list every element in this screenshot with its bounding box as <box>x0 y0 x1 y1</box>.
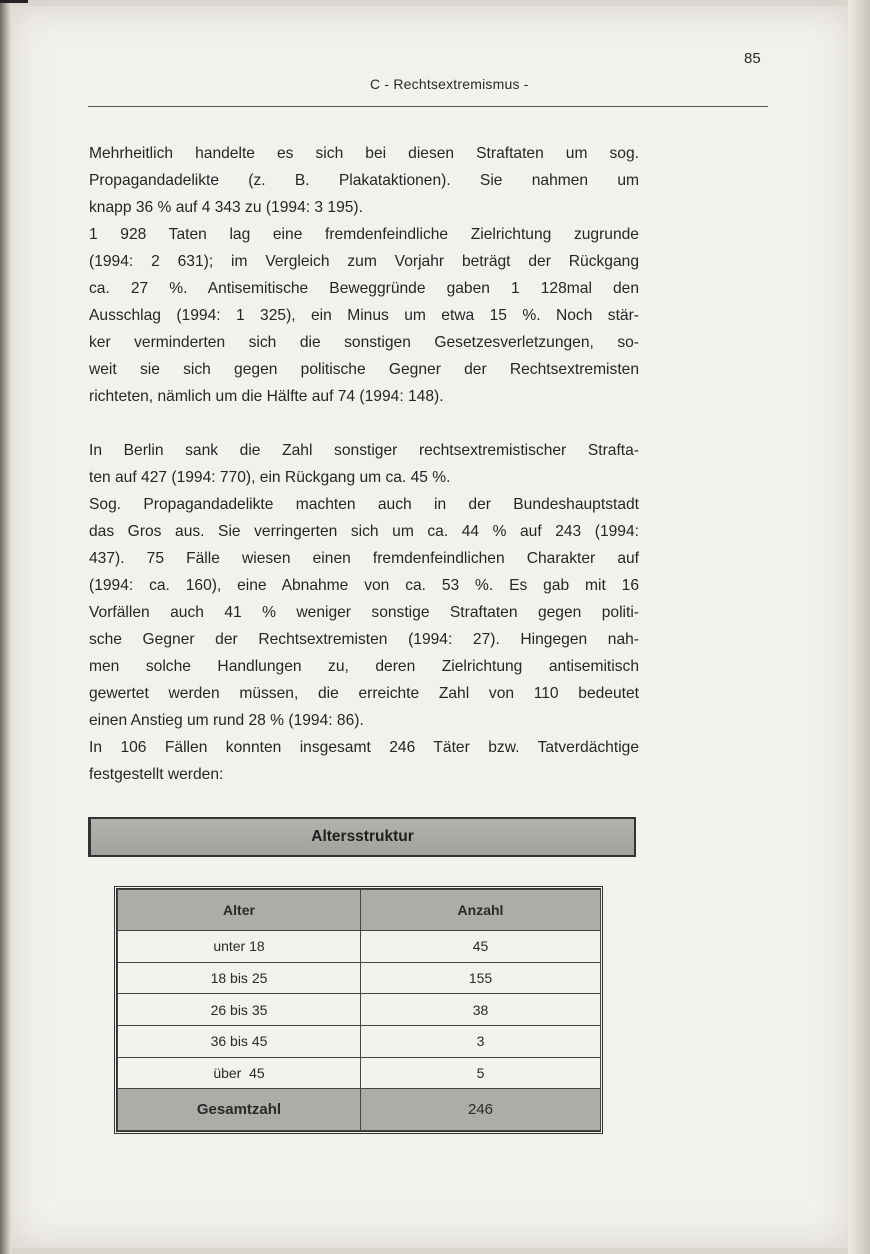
total-label: Gesamtzahl <box>118 1089 361 1131</box>
section-title: Altersstruktur <box>311 828 414 845</box>
text-line: festgestellt werden: <box>89 766 224 783</box>
table-row <box>118 962 601 994</box>
text-line: Sog. Propagandadelikte machten auch in der Bundeshauptstadt <box>89 496 639 513</box>
table-row <box>118 931 601 963</box>
column-header-count: Anzahl <box>361 890 601 931</box>
table-total-row <box>118 1089 601 1131</box>
text-line: Propagandadelikte (z. B. Plakataktionen). Sie nahmen um <box>89 172 639 189</box>
text-line: Mehrheitlich handelte es sich bei diesen Straftaten um sog. <box>89 145 639 162</box>
text-line: (1994: 2 631); im Vergleich zum Vorjahr beträgt der Rückgang <box>89 253 639 270</box>
text-line: weit sie sich gegen politische Gegner der Rechtsextremisten <box>89 361 639 378</box>
text-line: 437). 75 Fälle wiesen einen fremdenfeindlichen Charakter auf <box>89 550 639 567</box>
text-line: das Gros aus. Sie verringerten sich um ca. 44 % auf 243 (1994: <box>89 523 639 540</box>
text-line: In Berlin sank die Zahl sonstiger rechtsextremistischer Strafta- <box>89 442 639 459</box>
age-cell: 36 bis 45 <box>118 1025 361 1057</box>
text-line: ten auf 427 (1994: 770), ein Rückgang um ca. 45 %. <box>89 469 451 486</box>
text-line: Vorfällen auch 41 % weniger sonstige Straftaten gegen politi- <box>89 604 639 621</box>
page-right-edge <box>848 0 870 1254</box>
total-value: 246 <box>361 1089 601 1131</box>
age-structure-table <box>114 886 603 1134</box>
age-cell: über 45 <box>118 1057 361 1089</box>
paragraph-1 <box>89 140 639 410</box>
text-line: sche Gegner der Rechtsextremisten (1994: 27). Hingegen nah- <box>89 631 639 648</box>
body-text <box>89 140 639 788</box>
text-line: gewertet werden müssen, die erreichte Zahl von 110 bedeutet <box>89 685 639 702</box>
text-line: knapp 36 % auf 4 343 zu (1994: 3 195). <box>89 199 363 216</box>
text-line: 1 928 Taten lag eine fremdenfeindliche Zielrichtung zugrunde <box>89 226 639 243</box>
count-cell: 45 <box>361 931 601 963</box>
page-binding-edge <box>0 0 12 1254</box>
header-rule <box>88 106 768 107</box>
running-head: C - Rechtsextremismus - <box>370 76 529 92</box>
text-line: richteten, nämlich um die Hälfte auf 74 (1994: 148). <box>89 388 444 405</box>
page-number: 85 <box>744 50 761 67</box>
count-cell: 38 <box>361 994 601 1026</box>
text-line: men solche Handlungen zu, deren Zielrichtung antisemitisch <box>89 658 639 675</box>
age-cell: unter 18 <box>118 931 361 963</box>
text-line: In 106 Fällen konnten insgesamt 246 Täter bzw. Tatverdächtige <box>89 739 639 756</box>
table-row <box>118 1057 601 1089</box>
table-row <box>118 994 601 1026</box>
text-line: (1994: ca. 160), eine Abnahme von ca. 53 %. Es gab mit 16 <box>89 577 639 594</box>
text-line: einen Anstieg um rund 28 % (1994: 86). <box>89 712 364 729</box>
count-cell: 3 <box>361 1025 601 1057</box>
age-cell: 26 bis 35 <box>118 994 361 1026</box>
table-row <box>118 1025 601 1057</box>
binding-edge-mark <box>0 0 28 3</box>
paragraph-2 <box>89 437 639 788</box>
table-header-row <box>118 890 601 931</box>
section-title-bar <box>88 817 636 857</box>
column-header-age: Alter <box>118 890 361 931</box>
text-line: ker verminderten sich die sonstigen Gesetzesverletzungen, so- <box>89 334 639 351</box>
text-line: ca. 27 %. Antisemitische Beweggründe gaben 1 128mal den <box>89 280 639 297</box>
age-cell: 18 bis 25 <box>118 962 361 994</box>
count-cell: 5 <box>361 1057 601 1089</box>
text-line: Ausschlag (1994: 1 325), ein Minus um etwa 15 %. Noch stär- <box>89 307 639 324</box>
count-cell: 155 <box>361 962 601 994</box>
